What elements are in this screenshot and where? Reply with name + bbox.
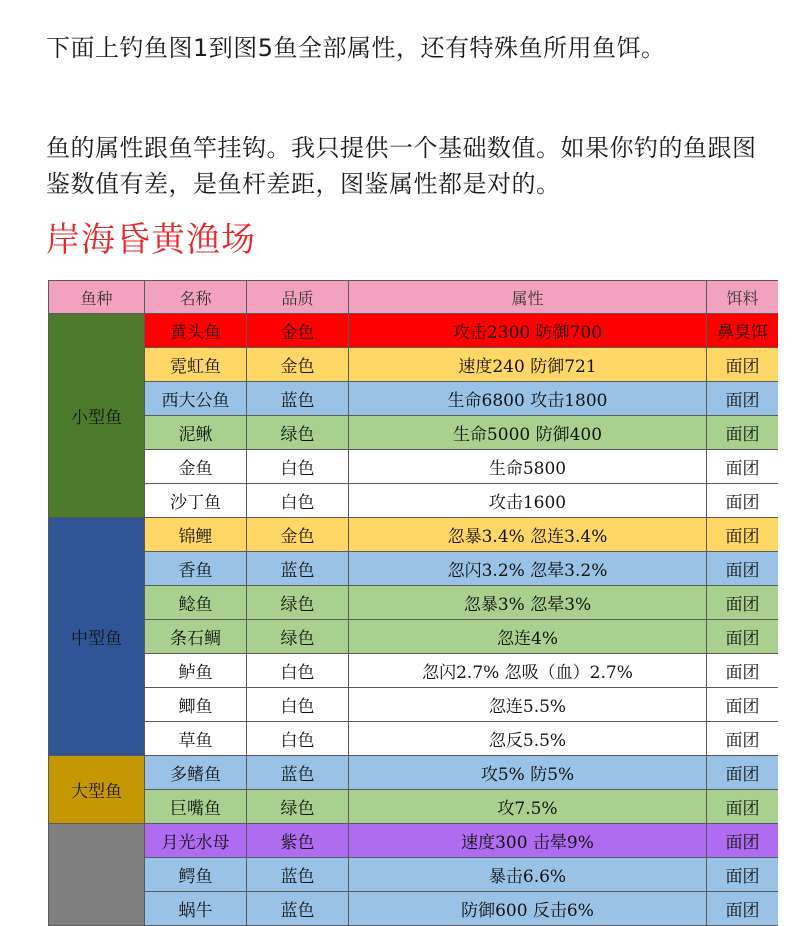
quality-cell: 蓝色	[247, 382, 349, 416]
table-row	[49, 858, 779, 892]
quality-cell: 紫色	[247, 824, 349, 858]
attribute-cell: 忽闪3.2% 忽晕3.2%	[349, 552, 707, 586]
table-row	[49, 722, 779, 756]
category-cell	[49, 824, 145, 926]
attribute-cell: 生命5000 防御400	[349, 416, 707, 450]
bait-cell: 面团	[707, 824, 779, 858]
bait-cell: 面团	[707, 586, 779, 620]
table-row	[49, 824, 779, 858]
fish-name-cell: 多鳍鱼	[145, 756, 247, 790]
table-row	[49, 688, 779, 722]
header-name: 名称	[145, 281, 247, 314]
quality-cell: 蓝色	[247, 552, 349, 586]
quality-cell: 白色	[247, 688, 349, 722]
category-cell: 大型鱼	[49, 756, 145, 824]
table-body	[49, 314, 779, 926]
attribute-cell: 忽暴3.4% 忽连3.4%	[349, 518, 707, 552]
fish-name-cell: 香鱼	[145, 552, 247, 586]
attribute-cell: 攻击1600	[349, 484, 707, 518]
bait-cell: 面团	[707, 416, 779, 450]
quality-cell: 绿色	[247, 620, 349, 654]
attribute-cell: 暴击6.6%	[349, 858, 707, 892]
quality-cell: 金色	[247, 518, 349, 552]
table-row	[49, 756, 779, 790]
category-cell: 中型鱼	[49, 518, 145, 756]
quality-cell: 绿色	[247, 790, 349, 824]
attribute-cell: 忽闪2.7% 忽吸（血）2.7%	[349, 654, 707, 688]
fish-name-cell: 巨嘴鱼	[145, 790, 247, 824]
fish-name-cell: 黄头鱼	[145, 314, 247, 348]
table-header-row	[49, 281, 779, 314]
header-category: 鱼种	[49, 281, 145, 314]
table-row	[49, 382, 779, 416]
fish-name-cell: 条石鲷	[145, 620, 247, 654]
bait-cell: 面团	[707, 382, 779, 416]
quality-cell: 白色	[247, 450, 349, 484]
fish-name-cell: 金鱼	[145, 450, 247, 484]
quality-cell: 绿色	[247, 416, 349, 450]
bait-cell: 面团	[707, 790, 779, 824]
attribute-cell: 攻5% 防5%	[349, 756, 707, 790]
category-cell: 小型鱼	[49, 314, 145, 518]
table-row	[49, 484, 779, 518]
quality-cell: 蓝色	[247, 892, 349, 926]
bait-cell: 面团	[707, 654, 779, 688]
bait-cell: 面团	[707, 620, 779, 654]
quality-cell: 蓝色	[247, 756, 349, 790]
quality-cell: 绿色	[247, 586, 349, 620]
attribute-cell: 忽反5.5%	[349, 722, 707, 756]
bait-cell: 面团	[707, 348, 779, 382]
bait-cell: 面团	[707, 688, 779, 722]
bait-cell: 面团	[707, 450, 779, 484]
attribute-cell: 速度300 击晕9%	[349, 824, 707, 858]
quality-cell: 蓝色	[247, 858, 349, 892]
fish-name-cell: 鳄鱼	[145, 858, 247, 892]
fish-name-cell: 沙丁鱼	[145, 484, 247, 518]
intro-text: 下面上钓鱼图1到图5鱼全部属性，还有特殊鱼所用鱼饵。	[46, 34, 666, 62]
fish-name-cell: 霓虹鱼	[145, 348, 247, 382]
table-row	[49, 790, 779, 824]
fish-name-cell: 鲫鱼	[145, 688, 247, 722]
fish-name-cell: 锦鲤	[145, 518, 247, 552]
bait-cell: 面团	[707, 892, 779, 926]
table-row	[49, 314, 779, 348]
table-row	[49, 416, 779, 450]
quality-cell: 白色	[247, 722, 349, 756]
attribute-cell: 攻7.5%	[349, 790, 707, 824]
fish-table-container	[48, 280, 778, 926]
table-row	[49, 552, 779, 586]
bait-cell: 面团	[707, 484, 779, 518]
attribute-cell: 速度240 防御721	[349, 348, 707, 382]
fish-name-cell: 泥鳅	[145, 416, 247, 450]
table-row	[49, 620, 779, 654]
note-text: 鱼的属性跟鱼竿挂钩。我只提供一个基础数值。如果你钓的鱼跟图鉴数值有差，是鱼杆差距，图鉴属性都是对的。	[46, 134, 757, 198]
attribute-cell: 忽连5.5%	[349, 688, 707, 722]
quality-cell: 白色	[247, 654, 349, 688]
table-row	[49, 654, 779, 688]
attribute-cell: 生命5800	[349, 450, 707, 484]
header-bait: 饵料	[707, 281, 779, 314]
bait-cell: 面团	[707, 518, 779, 552]
header-quality: 品质	[247, 281, 349, 314]
bait-cell: 鼻臭饵	[707, 314, 779, 348]
fish-table	[48, 280, 778, 926]
table-row	[49, 450, 779, 484]
table-row	[49, 518, 779, 552]
quality-cell: 白色	[247, 484, 349, 518]
quality-cell: 金色	[247, 314, 349, 348]
fish-name-cell: 蜗牛	[145, 892, 247, 926]
attribute-cell: 忽暴3% 忽晕3%	[349, 586, 707, 620]
fish-name-cell: 鲶鱼	[145, 586, 247, 620]
bait-cell: 面团	[707, 858, 779, 892]
bait-cell: 面团	[707, 722, 779, 756]
attribute-cell: 防御600 反击6%	[349, 892, 707, 926]
fish-name-cell: 鲈鱼	[145, 654, 247, 688]
table-row	[49, 348, 779, 382]
table-row	[49, 586, 779, 620]
quality-cell: 金色	[247, 348, 349, 382]
fishery-heading: 岸海昏黄渔场	[46, 220, 256, 260]
fish-name-cell: 月光水母	[145, 824, 247, 858]
fish-name-cell: 草鱼	[145, 722, 247, 756]
bait-cell: 面团	[707, 552, 779, 586]
bait-cell: 面团	[707, 756, 779, 790]
attribute-cell: 生命6800 攻击1800	[349, 382, 707, 416]
attribute-cell: 攻击2300 防御700	[349, 314, 707, 348]
attribute-cell: 忽连4%	[349, 620, 707, 654]
fish-name-cell: 西大公鱼	[145, 382, 247, 416]
table-row	[49, 892, 779, 926]
header-attribute: 属性	[349, 281, 707, 314]
